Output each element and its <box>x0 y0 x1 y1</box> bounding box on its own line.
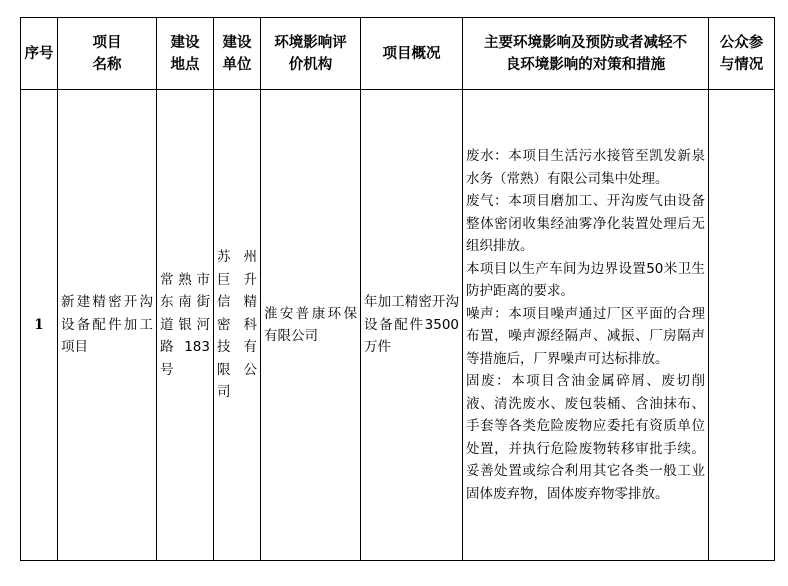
table-row <box>21 90 775 561</box>
cell-overview: 年加工精密开沟设备配件3500万件 <box>361 90 463 561</box>
cell-measures <box>463 90 709 561</box>
cell-assessor: 淮安普康环保有限公司 <box>261 90 361 561</box>
header-assessor: 环境影响评 价机构 <box>261 18 361 90</box>
cell-public <box>709 90 775 561</box>
measure-wastewater: 废水：本项目生活污水接管至凯发新泉水务（常熟）有限公司集中处理。 <box>466 148 705 187</box>
header-public: 公众参 与情况 <box>709 18 775 90</box>
measure-protection-distance: 本项目以生产车间为边界设置50米卫生防护距离的要求。 <box>466 260 705 299</box>
header-seq: 序号 <box>21 18 58 90</box>
header-measures: 主要环境影响及预防或者减轻不 良环境影响的对策和措施 <box>463 18 709 90</box>
cell-project-name: 新建精密开沟设备配件加工项目 <box>58 90 157 561</box>
cell-location: 常熟市东南街道银河路183号 <box>157 90 214 561</box>
cell-unit: 苏州巨升信精密科技有限公司 <box>214 90 261 561</box>
header-row <box>21 18 775 90</box>
header-project-name: 项目 名称 <box>58 18 157 90</box>
measure-exhaust: 废气：本项目磨加工、开沟废气由设备整体密闭收集经油雾净化装置处理后无组织排放。 <box>466 193 705 254</box>
measure-noise: 噪声：本项目噪声通过厂区平面的合理布置，噪声源经隔声、减振、厂房隔声等措施后，厂界噪声可达标排放。 <box>466 305 705 367</box>
cell-seq: 1 <box>21 90 58 561</box>
header-overview: 项目概况 <box>361 18 463 90</box>
measure-solid-waste: 固废：本项目含油金属碎屑、废切削液、清洗废水、废包装桶、含油抹布、手套等各类危险废物应委托有资质单位处置，并执行危险废物转移审批手续。妥善处置或综合利用其它各类一般工业固体废弃物，固体废弃物零排放。 <box>466 373 705 502</box>
header-location: 建设 地点 <box>157 18 214 90</box>
project-table <box>20 17 775 561</box>
header-unit: 建设 单位 <box>214 18 261 90</box>
